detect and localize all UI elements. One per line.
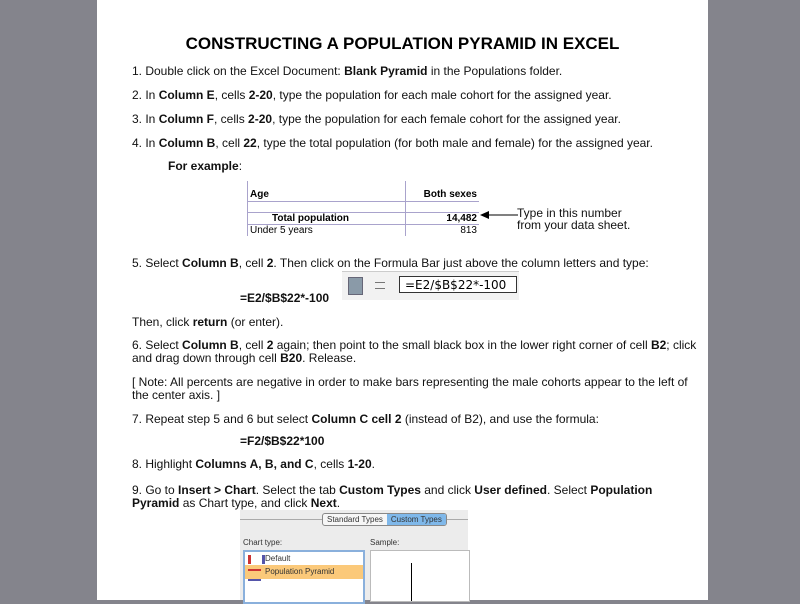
sample-preview — [370, 550, 470, 602]
formula-bar-image — [342, 271, 519, 300]
step-6: 6. Select Column B, cell 2 again; then point to the small black box in the lower right corner of cell B2; click and drag down through cell B20. Release. — [132, 338, 697, 365]
tab-standard-types: Standard Types — [327, 515, 383, 524]
step-3: 3. In Column F, cells 2-20, type the population for each female cohort for the assigned year. — [132, 112, 621, 126]
chart-type-default: Default — [265, 554, 291, 563]
step-2: 2. In Column E, cells 2-20, type the population for each male cohort for the assigned year. — [132, 88, 612, 102]
pyramid-chart-icon — [248, 569, 261, 581]
table-annotation: Type in this number from your data sheet. — [517, 206, 631, 232]
step-1: 1. Double click on the Excel Document: Blank Pyramid in the Populations folder. — [132, 64, 563, 78]
total-population-value: 14,482 — [446, 213, 477, 224]
calculator-icon — [348, 277, 363, 295]
chart-type-label: Chart type: — [243, 538, 283, 547]
chart-dialog-image — [240, 510, 468, 600]
sample-label: Sample: — [370, 538, 400, 547]
under-5-label: Under 5 years — [250, 225, 313, 236]
step-4: 4. In Column B, cell 22, type the total population (for both male and female) for the assigned year. — [132, 136, 653, 150]
example-label: For example: — [168, 159, 243, 173]
formula-2: =F2/$B$22*100 — [240, 434, 325, 448]
chart-type-list — [243, 550, 365, 604]
step-9: 9. Go to Insert > Chart. Select the tab Custom Types and click User defined. Select Population Pyramid as Chart type, and click Next. — [132, 483, 653, 510]
arrow-icon — [480, 210, 520, 220]
page-title: CONSTRUCTING A POPULATION PYRAMID IN EXCEL — [185, 34, 620, 53]
then-text: Then, click return (or enter). — [132, 315, 284, 329]
step-8: 8. Highlight Columns A, B, and C, cells 1-20. — [132, 457, 375, 471]
step-7: 7. Repeat step 5 and 6 but select Column C cell 2 (instead of B2), and use the formula: — [132, 412, 599, 426]
tab-custom-types: Custom Types — [387, 514, 446, 525]
equals-icon — [375, 282, 385, 289]
bar-chart-icon — [248, 555, 265, 564]
under-5-value: 813 — [460, 225, 477, 236]
chart-type-population-pyramid: Population Pyramid — [245, 565, 363, 579]
formula-input: =E2/$B$22*-100 — [399, 276, 517, 293]
document-page — [97, 0, 708, 600]
note: [ Note: All percents are negative in order to make bars representing the male cohorts appear to the left of the center axis. ] — [132, 375, 688, 402]
header-age: Age — [250, 189, 269, 200]
step-5: 5. Select Column B, cell 2. Then click on the Formula Bar just above the column letters and type: — [132, 256, 649, 270]
formula-1: =E2/$B$22*-100 — [240, 291, 330, 305]
total-population-label: Total population — [272, 213, 350, 224]
example-table — [247, 181, 479, 236]
header-both-sexes: Both sexes — [423, 189, 477, 200]
